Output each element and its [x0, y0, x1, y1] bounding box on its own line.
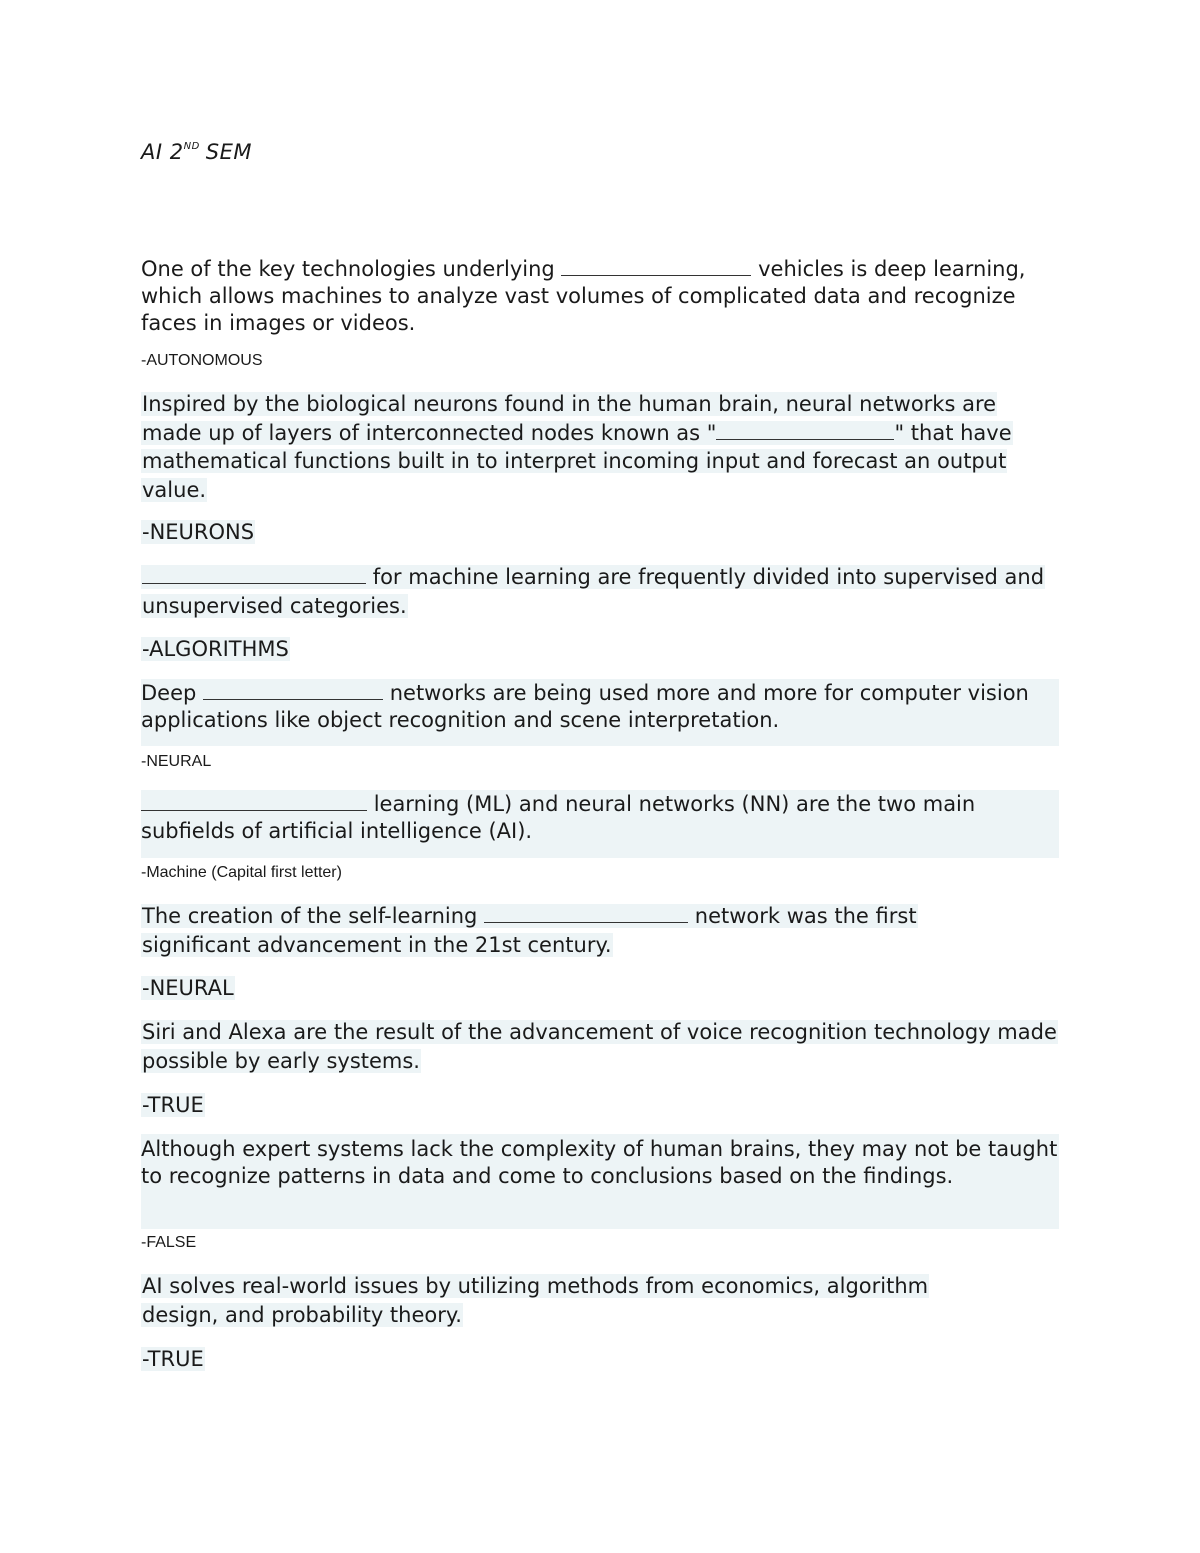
question-3-text-after: for machine learning are frequently divided into supervised and unsupervised categories.	[142, 565, 1045, 618]
answer-6: -NEURAL	[142, 976, 234, 1000]
question-7	[141, 1018, 1059, 1075]
question-5-text-after: learning (ML) and neural networks (NN) are the two main subfields of artificial intelligence (AI).	[141, 792, 976, 843]
title-superscript: ND	[183, 141, 200, 152]
question-5	[141, 790, 1059, 858]
question-9	[141, 1272, 1001, 1329]
question-8	[141, 1134, 1059, 1229]
question-6	[141, 902, 1001, 959]
question-1	[141, 256, 1041, 337]
answer-8: -FALSE	[141, 1234, 197, 1251]
answer-blank	[142, 565, 366, 584]
title-tail: SEM	[205, 140, 253, 164]
question-2-text-before: Inspired by the biological neurons found in the human brain, neural networks are made up of layers of interconnected nodes known as "	[142, 392, 997, 445]
title-main: AI 2	[141, 140, 184, 164]
answer-blank	[484, 904, 688, 923]
question-4-text-after: networks are being used more and more for computer vision applications like object recognition and scene interpretation.	[141, 681, 1029, 732]
answer-blank	[716, 421, 894, 440]
question-9-text: AI solves real-world issues by utilizing methods from economics, algorithm design, and probability theory.	[142, 1274, 929, 1327]
answer-blank	[141, 792, 367, 811]
answer-3: -ALGORITHMS	[142, 637, 289, 661]
question-3	[141, 563, 1056, 620]
question-4	[141, 679, 1059, 746]
page-title	[141, 140, 252, 164]
answer-blank	[561, 257, 751, 276]
question-6-text-after: network was the first significant advancement in the 21st century.	[142, 904, 917, 957]
question-1-text-after: vehicles is deep learning, which allows machines to analyze vast volumes of complicated data and recognize faces in images or videos.	[141, 257, 1026, 335]
answer-4: -NEURAL	[141, 753, 212, 770]
question-2	[141, 390, 1056, 504]
question-2-text-after: " that have mathematical functions built in to interpret incoming input and forecast an output value.	[142, 420, 1012, 502]
answer-9: -TRUE	[142, 1347, 204, 1371]
question-7-text: Siri and Alexa are the result of the advancement of voice recognition technology made possible by early systems.	[142, 1020, 1057, 1073]
question-6-text-before: The creation of the self-learning	[142, 904, 478, 928]
question-1-text-before: One of the key technologies underlying	[141, 257, 555, 281]
answer-5: -Machine (Capital first letter)	[141, 864, 342, 881]
answer-7: -TRUE	[142, 1093, 204, 1117]
question-8-text: Although expert systems lack the complexity of human brains, they may not be taught to recognize patterns in data and come to conclusions based on the findings.	[141, 1137, 1058, 1188]
answer-blank	[203, 681, 383, 700]
answer-1: -AUTONOMOUS	[141, 352, 263, 369]
question-4-text-before: Deep	[141, 681, 197, 705]
answer-2: -NEURONS	[142, 520, 255, 544]
